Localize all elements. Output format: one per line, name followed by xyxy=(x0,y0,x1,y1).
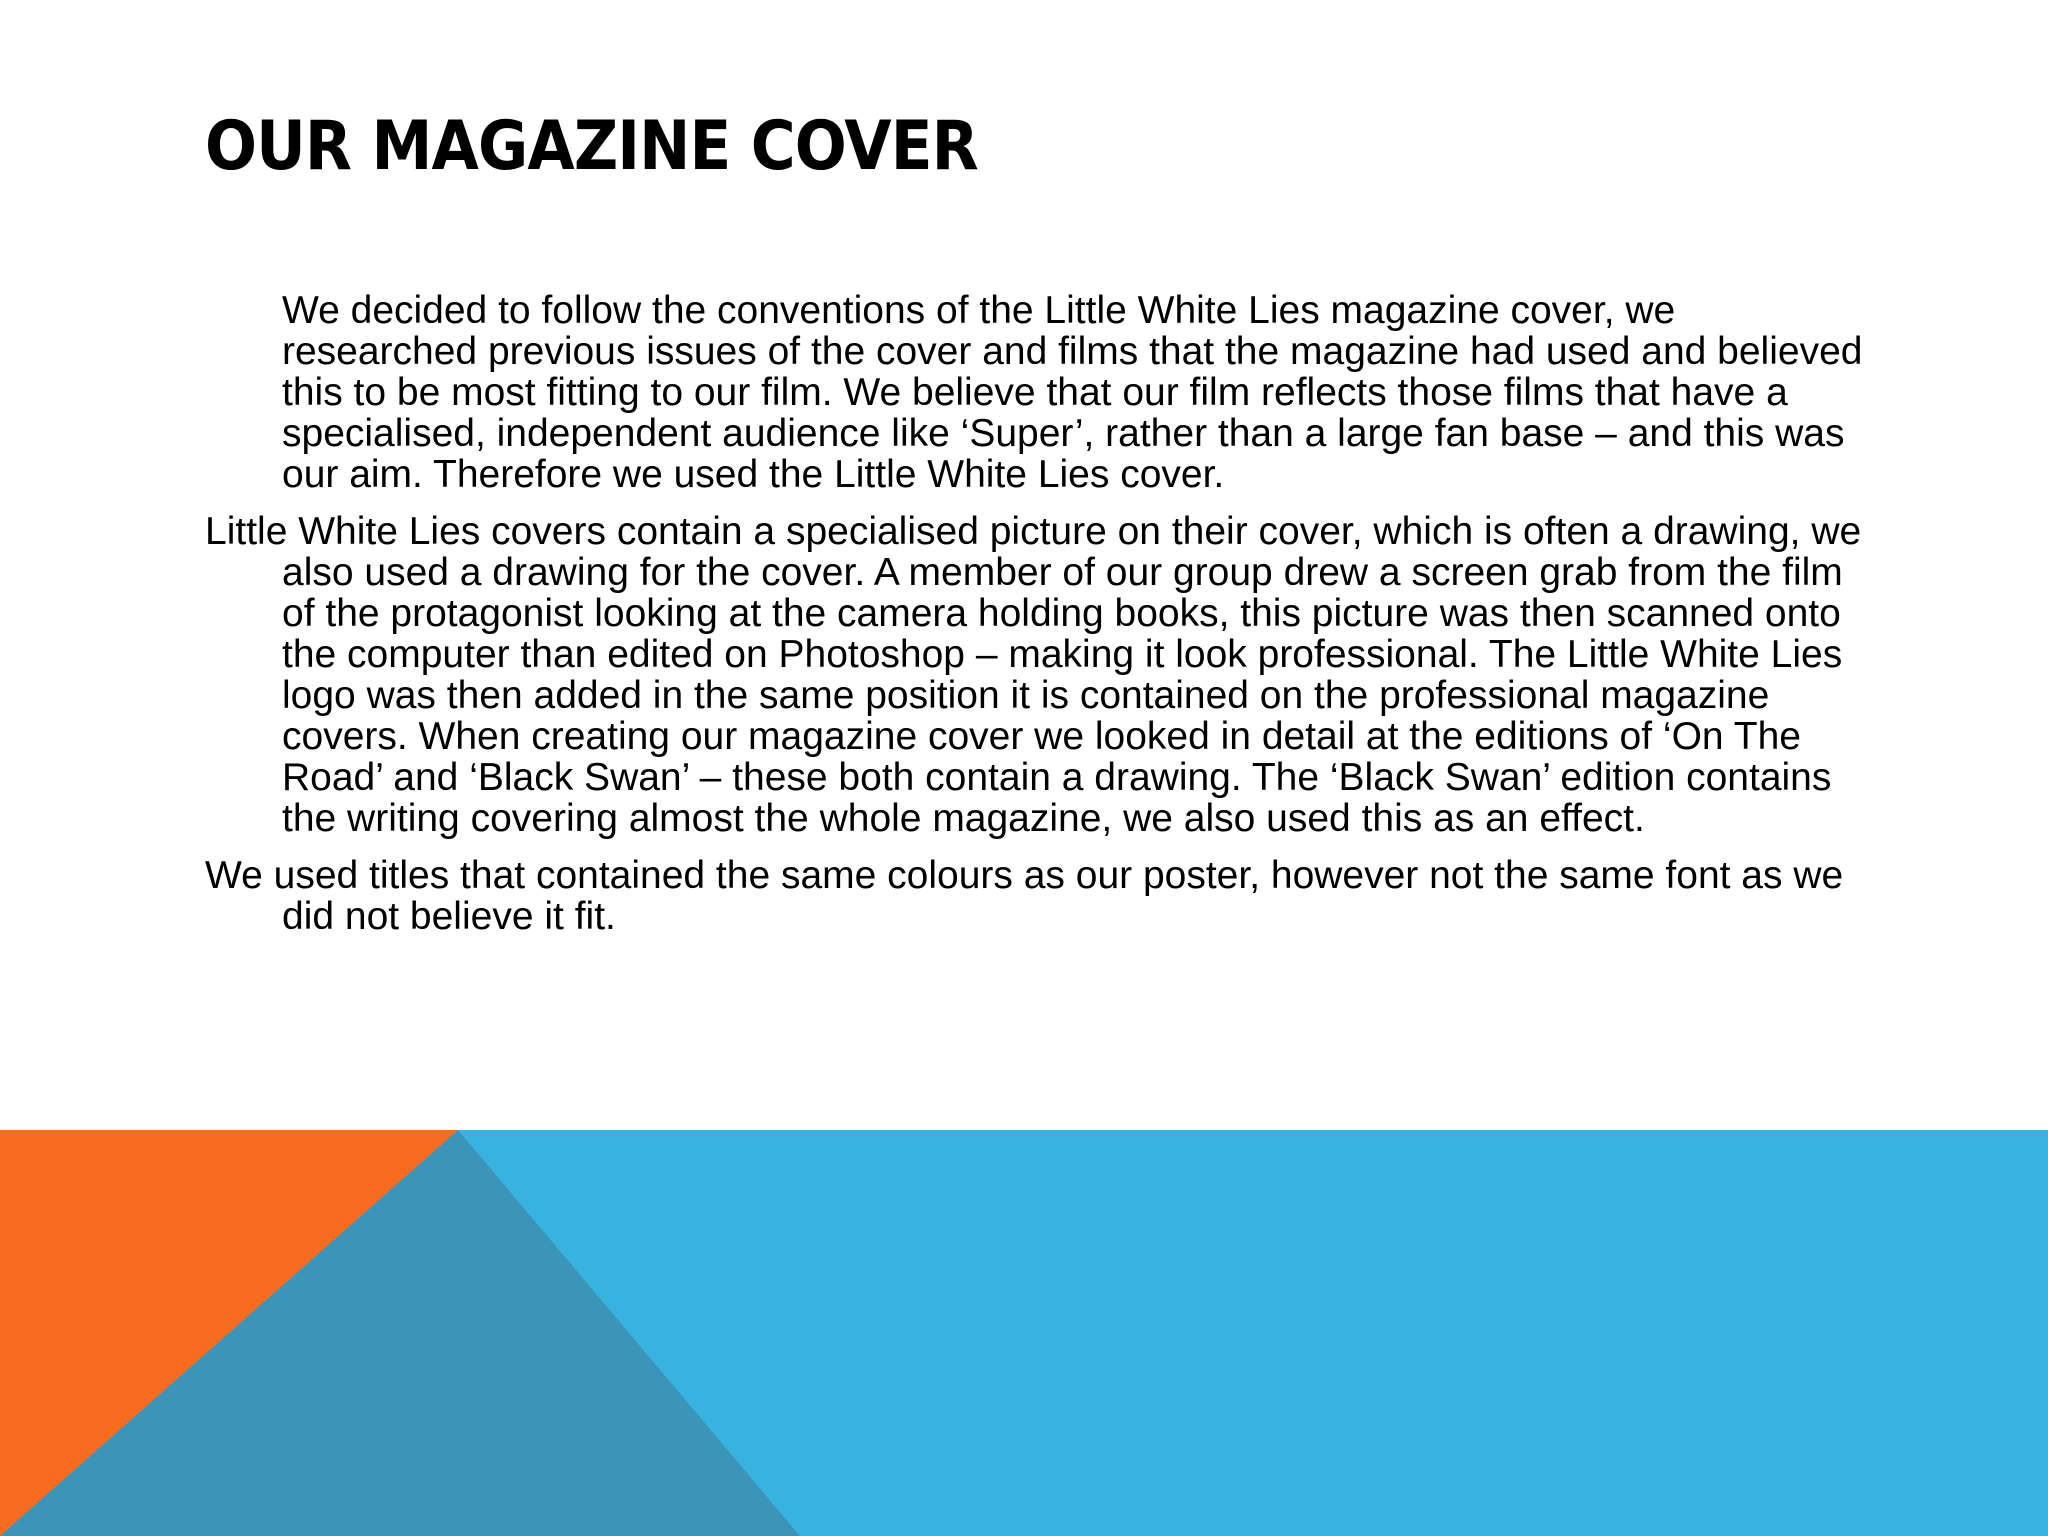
body-paragraph-2: Little White Lies covers contain a specialised picture on their cover, which is often a drawing, we also used a drawing for the cover. A member of our group drew a screen grab from the film of the protagonist looking at the camera holding books, this picture was then scanned onto the computer than edited on Photoshop – making it look professional. The Little White Lies logo was then added in the same position it is contained on the professional magazine covers. When creating our magazine cover we looked in detail at the editions of ‘On The Road’ and ‘Black Swan’ – these both contain a drawing. The ‘Black Swan’ edition contains the writing covering almost the whole magazine, we also used this as an effect. xyxy=(205,510,1862,840)
footer-shapes xyxy=(0,1130,2048,1536)
body-paragraph-1: We decided to follow the conventions of the Little White Lies magazine cover, we researched previous issues of the cover and films that the magazine had used and believed this to be most fitting to our film. We believe that our film reflects those films that have a specialised, independent audience like ‘Super’, rather than a large fan base – and this was our aim. Therefore we used the Little White Lies cover. xyxy=(282,289,1863,496)
slide-body xyxy=(205,290,1865,953)
body-paragraph-3: We used titles that contained the same colours as our poster, however not the same font as we did not believe it fit. xyxy=(205,854,1844,938)
decorative-footer-band xyxy=(0,1130,2048,1536)
slide-title: OUR MAGAZINE COVER xyxy=(205,107,978,186)
